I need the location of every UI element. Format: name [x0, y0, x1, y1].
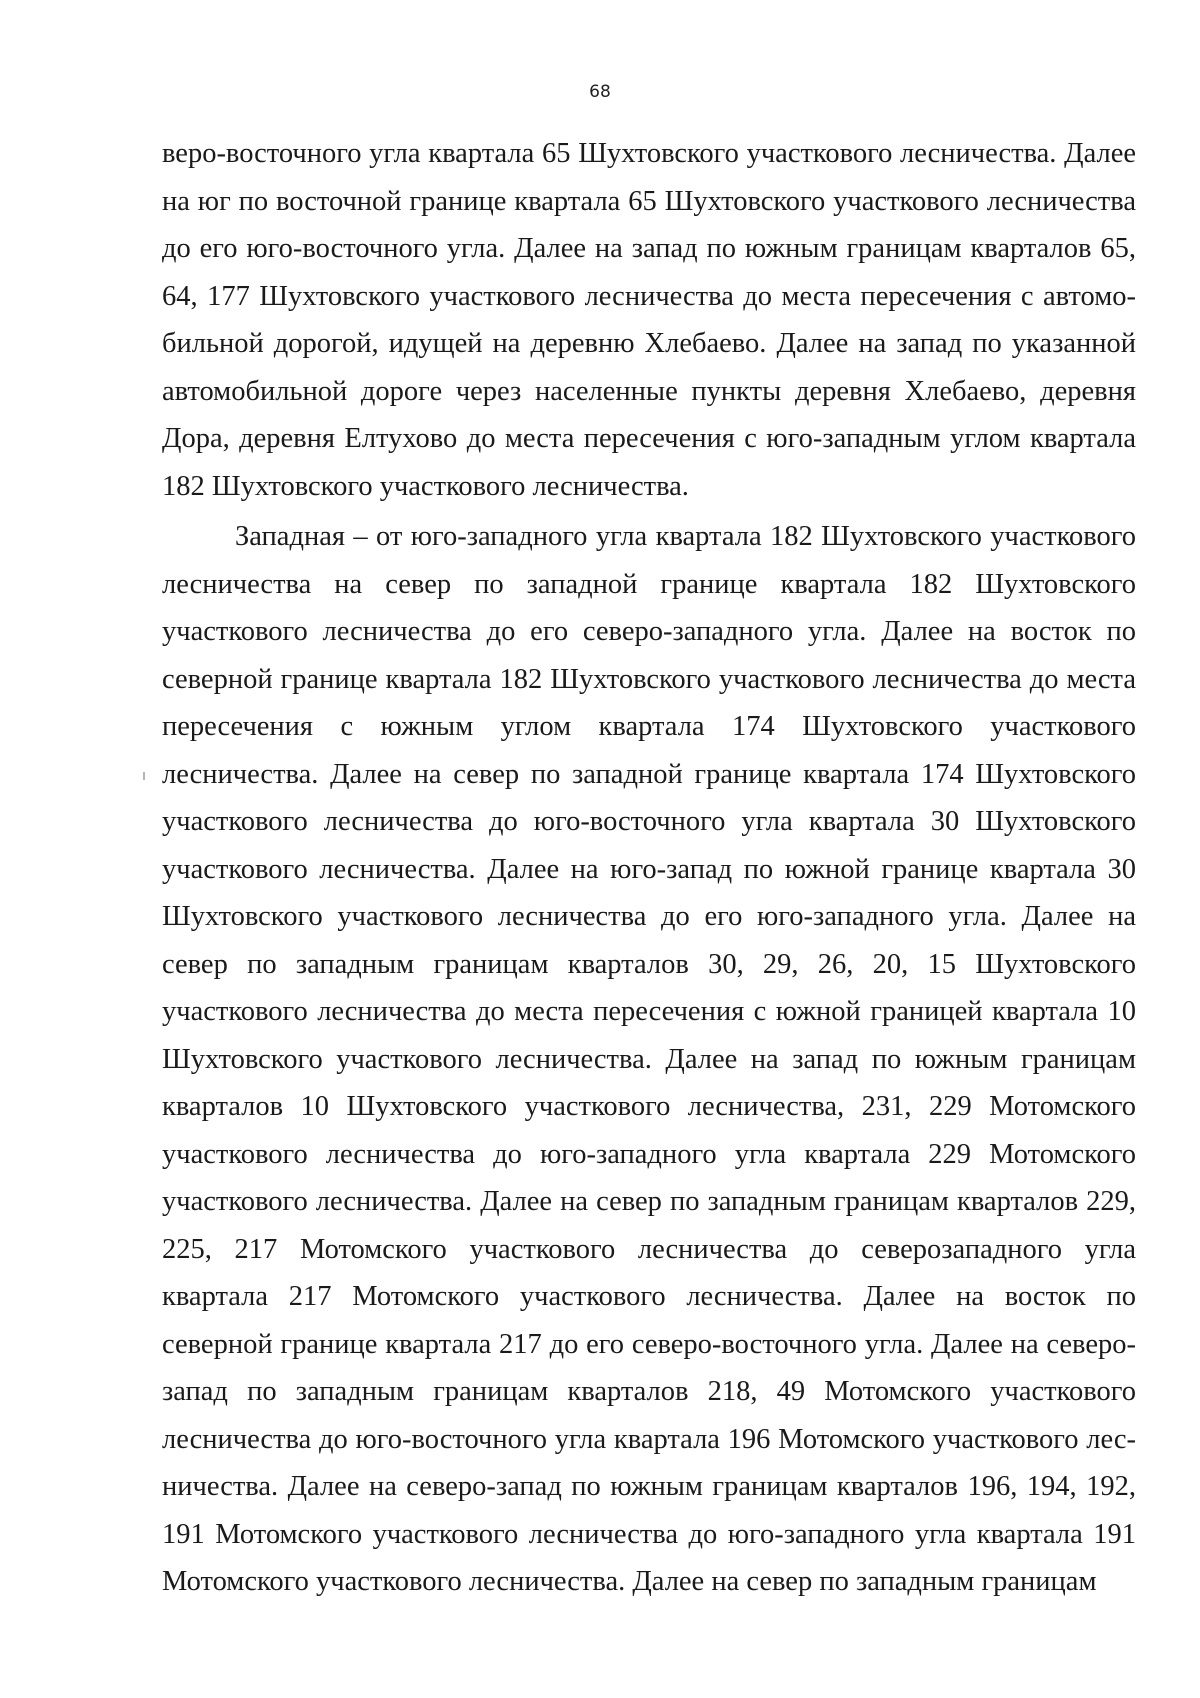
- paragraph-western-boundary: Западная – от юго-западного угла квартала 182 Шухтовского участкового лесничества на север по западной границе квартала 182 Шухтовского участкового лесничества до его северо-западного угла. Далее на восток по северной границе квартала 182 Шухтовского участкового лесничества до места пересечения с южным углом квартала 174 Шухтовского участкового лесничества. Далее на север по западной границе квартала 174 Шухтовского участкового лесничества до юго-восточного угла квартала 30 Шухтовского участкового лесничества. Далее на юго-запад по южной границе квартала 30 Шухтовского участкового лесничeства до его юго-западного угла. Далее на север по западным границам кварталов 30, 29, 26, 20, 15 Шухтовского участкового лесничества до места пересечения с южной границей квартала 10 Шухтовского участкового лесничества. Далее на запад по южным границам кварталов 10 Шухтовского участкового лесничества, 231, 229 Мотомского участкового лесничества до юго-западного угла квартала 229 Мотомского участкового лесничества. Далее на север по западным границам кварталов 229, 225, 217 Мотомского участкового лесничества до северозападного угла квартала 217 Мотомского участкового лесничества. Далее на восток по северной границе квартала 217 до его северо-восточного угла. Далее на северо-запад по западным границам кварталов 218, 49 Мотомского участкового лесничества до юго-восточного угла квартала 196 Мотомского участкового лесничества. Далее на северо-запад по южным границам кварталов 196, 194, 192, 191 Мотомского участкового лесничества до юго-западного угла квартала 191 Мотомского участкового лесничества. Далее на север по западным границам: [162, 521, 1136, 1597]
- scan-artifact-mark: [143, 772, 145, 780]
- page-number: 68: [589, 82, 611, 102]
- paragraph-continued: веро-восточного угла квартала 65 Шухтовского участкового лесничества. Далее на юг по восточной границе квартала 65 Шухтовского участкового лесничества до его юго-восточного угла. Далее на запад по южным границам кварталов 65, 64, 177 Шухтовского участкового лесничества до места пересечения с автомобильной дорогой, идущей на деревню Хлебаево. Далее на запад по указанной автомобильной дороге через населенные пункты деревня Хлебаево, деревня Дора, деревня Елтухово до места пересечения с юго-западным углом квартала 182 Шухтовского участкового лесничества.: [162, 138, 1136, 502]
- page-body: [162, 130, 1136, 1606]
